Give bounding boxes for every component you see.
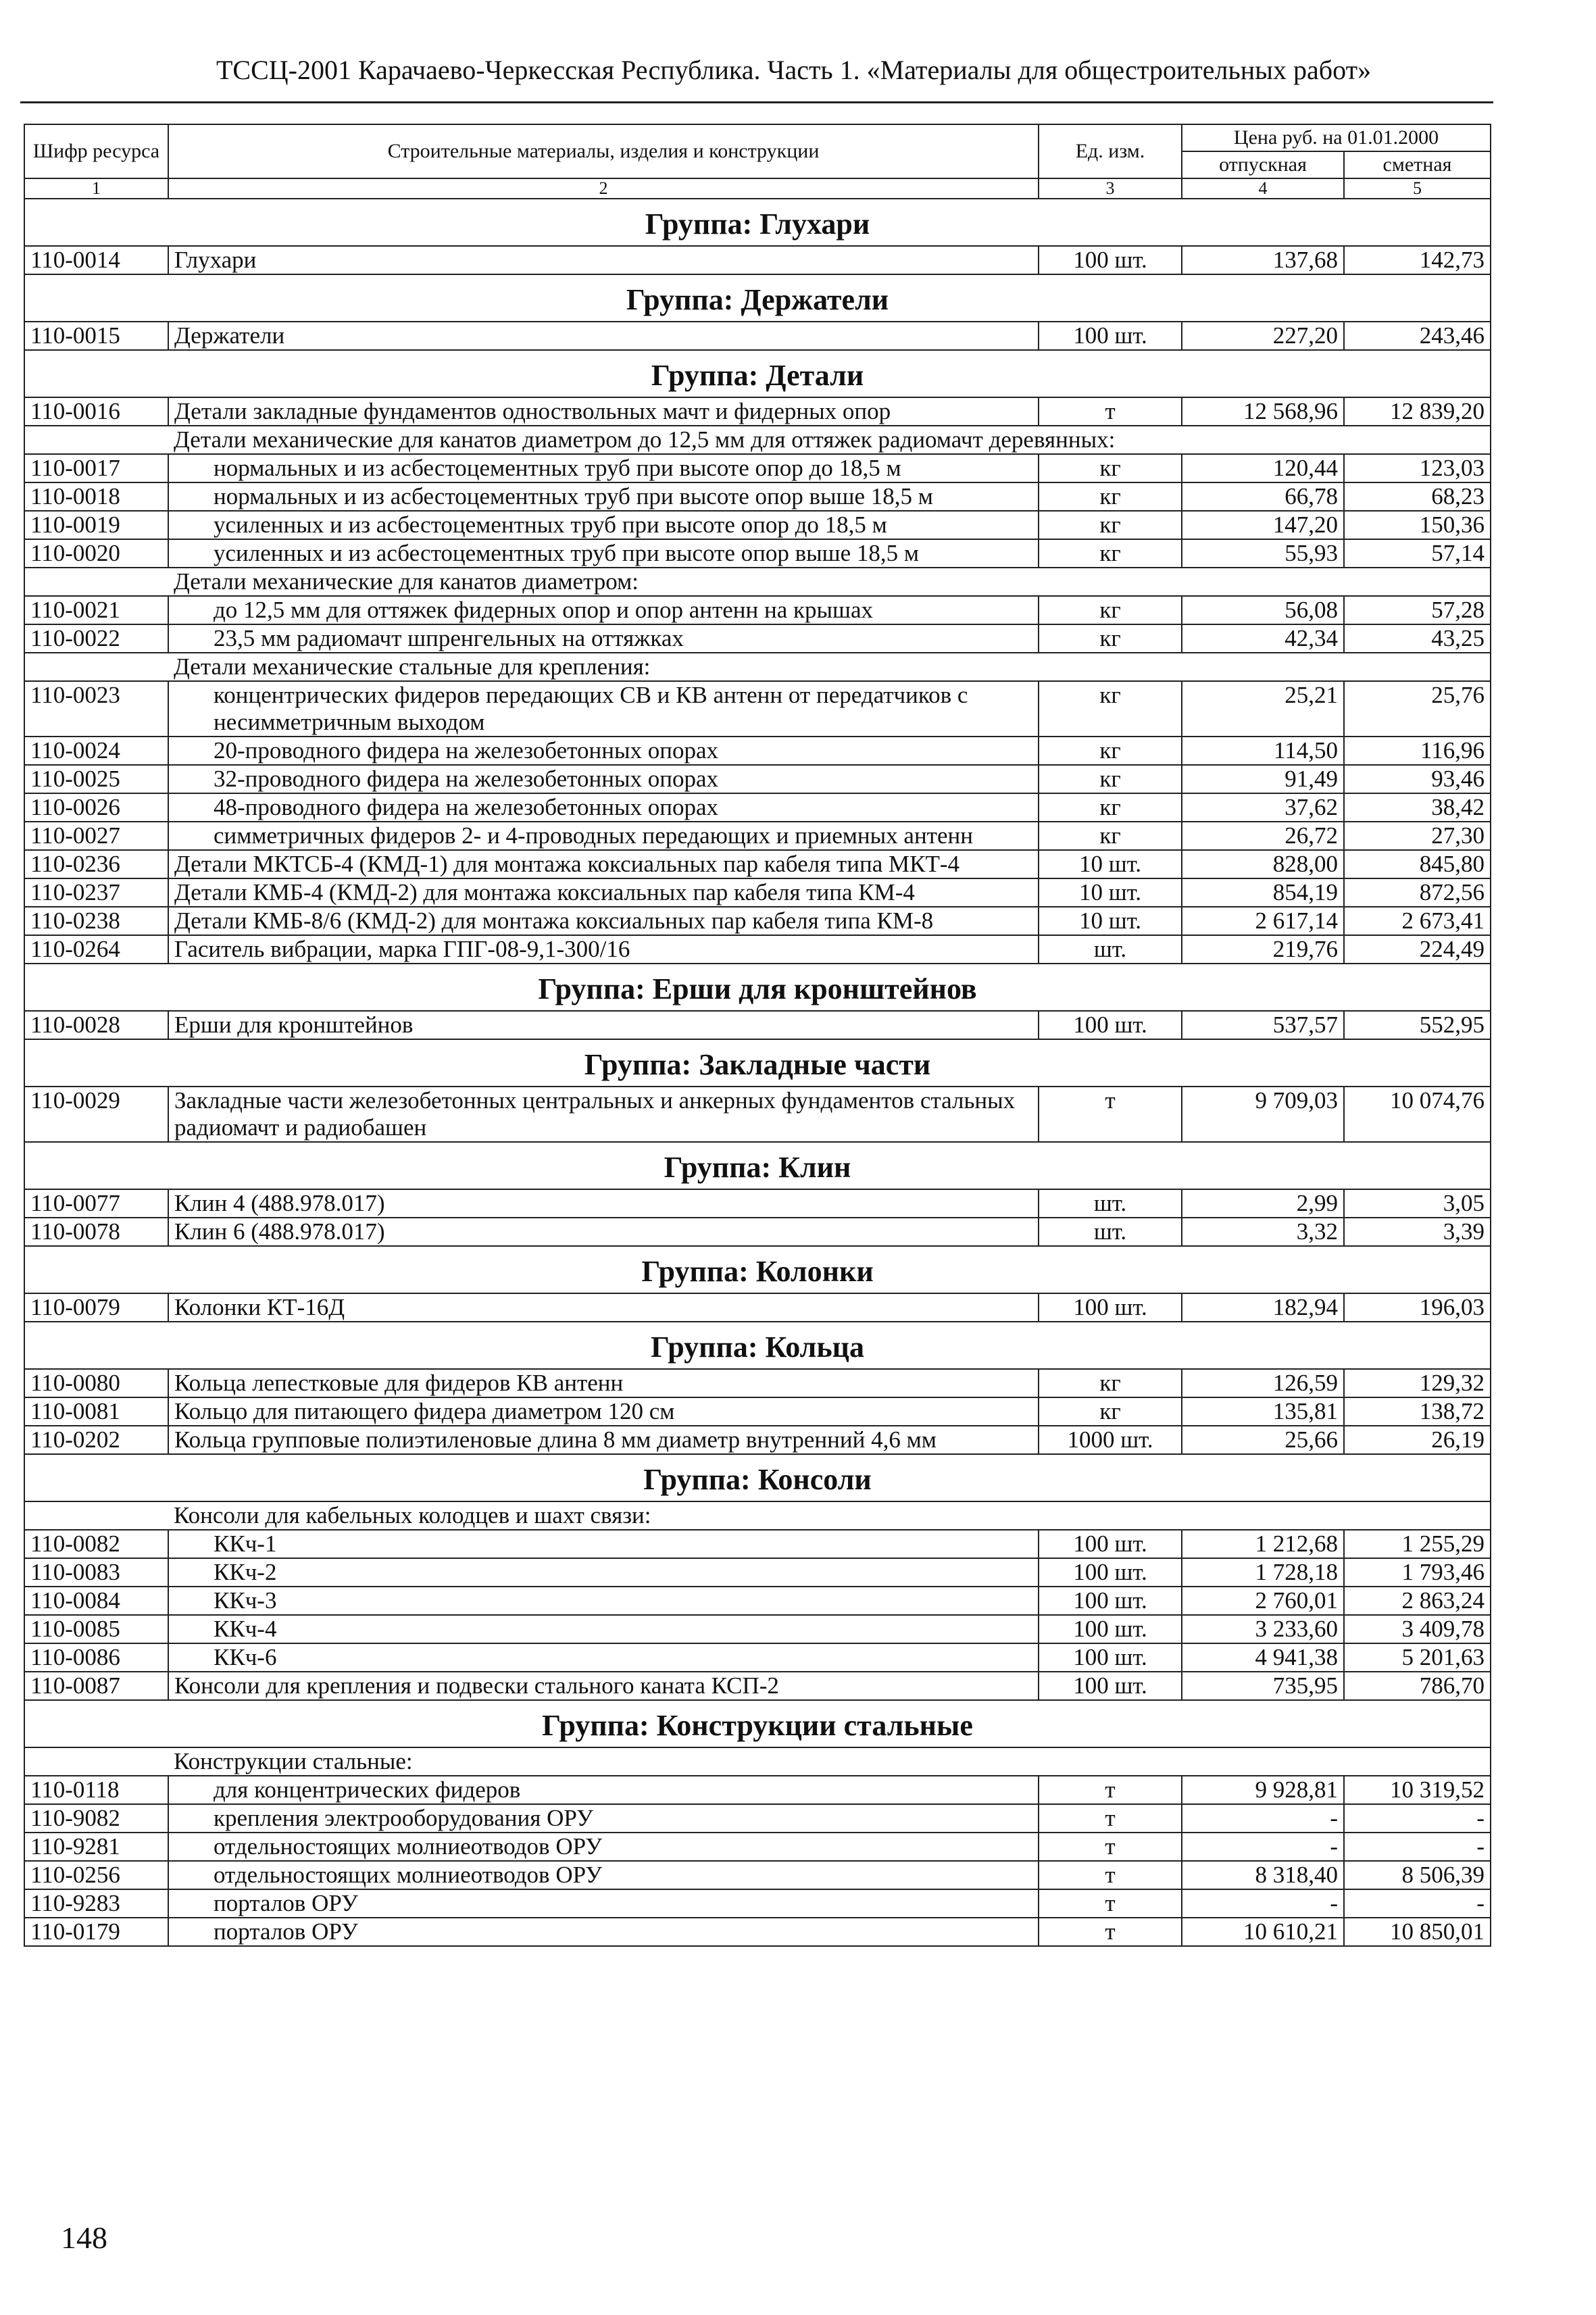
estimate-price: 43,25 <box>1344 624 1491 653</box>
table-row <box>24 1189 1491 1218</box>
group-heading-row <box>24 199 1491 246</box>
group-heading-row <box>24 1322 1491 1369</box>
resource-code: 110-0086 <box>24 1643 168 1672</box>
unit-cell: 10 шт. <box>1039 850 1182 878</box>
release-price: 854,19 <box>1182 878 1344 907</box>
material-name: ККч-4 <box>168 1615 1039 1643</box>
material-name: Детали МКТСБ-4 (КМД-1) для монтажа коксиальных пар кабеля типа МКТ-4 <box>168 850 1039 878</box>
estimate-price: 57,28 <box>1344 596 1491 624</box>
material-name: для концентрических фидеров <box>168 1776 1039 1804</box>
unit-cell: кг <box>1039 681 1182 737</box>
table-row <box>24 1861 1491 1889</box>
table-row <box>24 822 1491 850</box>
table-row <box>24 1776 1491 1804</box>
material-name: 32-проводного фидера на железобетонных опорах <box>168 765 1039 793</box>
table-row <box>24 1369 1491 1397</box>
table-row <box>24 681 1491 737</box>
release-price: 55,93 <box>1182 539 1344 568</box>
subgroup-note-row <box>24 653 1491 681</box>
estimate-price: 8 506,39 <box>1344 1861 1491 1889</box>
release-price: 2,99 <box>1182 1189 1344 1218</box>
release-price: 12 568,96 <box>1182 397 1344 426</box>
table-row <box>24 596 1491 624</box>
group-title: Группа: Детали <box>24 350 1491 397</box>
release-price: - <box>1182 1889 1344 1918</box>
header-rule <box>20 101 1493 103</box>
group-title: Группа: Консоли <box>24 1454 1491 1501</box>
empty-cell <box>24 653 168 681</box>
release-price: - <box>1182 1833 1344 1861</box>
table-row <box>24 1011 1491 1039</box>
table-row <box>24 397 1491 426</box>
resource-code: 110-0079 <box>24 1293 168 1322</box>
release-price: 42,34 <box>1182 624 1344 653</box>
resource-code: 110-0022 <box>24 624 168 653</box>
unit-cell: кг <box>1039 539 1182 568</box>
table-row <box>24 1804 1491 1833</box>
release-price: 25,66 <box>1182 1426 1344 1454</box>
subgroup-note-row <box>24 1747 1491 1776</box>
table-row <box>24 1672 1491 1700</box>
resource-code: 110-0029 <box>24 1087 168 1142</box>
table-row <box>24 1293 1491 1322</box>
materials-price-table <box>24 124 1491 1947</box>
resource-code: 110-0020 <box>24 539 168 568</box>
release-price: 1 212,68 <box>1182 1530 1344 1558</box>
group-heading-row <box>24 274 1491 322</box>
subgroup-note: Детали механические стальные для крепления: <box>168 653 1491 681</box>
resource-code: 110-0081 <box>24 1397 168 1426</box>
release-price: 8 318,40 <box>1182 1861 1344 1889</box>
table-row <box>24 907 1491 935</box>
empty-cell <box>24 568 168 596</box>
material-name: Закладные части железобетонных центральных и анкерных фундаментов стальных радиомачт и радиобашен <box>168 1087 1039 1142</box>
release-price: 227,20 <box>1182 322 1344 350</box>
resource-code: 110-0019 <box>24 511 168 539</box>
release-price: 537,57 <box>1182 1011 1344 1039</box>
material-name: Кольца лепестковые для фидеров КВ антенн <box>168 1369 1039 1397</box>
subgroup-note-row <box>24 568 1491 596</box>
unit-cell: 100 шт. <box>1039 1558 1182 1587</box>
release-price: 37,62 <box>1182 793 1344 822</box>
resource-code: 110-0083 <box>24 1558 168 1587</box>
group-title: Группа: Закладные части <box>24 1039 1491 1087</box>
subgroup-note-row <box>24 1501 1491 1530</box>
resource-code: 110-0264 <box>24 935 168 964</box>
release-price: 120,44 <box>1182 454 1344 482</box>
unit-cell: 100 шт. <box>1039 1643 1182 1672</box>
release-price: 1 728,18 <box>1182 1558 1344 1587</box>
estimate-price: 68,23 <box>1344 482 1491 511</box>
release-price: 91,49 <box>1182 765 1344 793</box>
unit-cell: 100 шт. <box>1039 1587 1182 1615</box>
estimate-price: 25,76 <box>1344 681 1491 737</box>
release-price: 9 709,03 <box>1182 1087 1344 1142</box>
estimate-price: 196,03 <box>1344 1293 1491 1322</box>
release-price: 828,00 <box>1182 850 1344 878</box>
material-name: Гаситель вибрации, марка ГПГ-08-9,1-300/16 <box>168 935 1039 964</box>
unit-cell: кг <box>1039 454 1182 482</box>
material-name: нормальных и из асбестоцементных труб при высоте опор до 18,5 м <box>168 454 1039 482</box>
group-title: Группа: Глухари <box>24 199 1491 246</box>
release-price: 182,94 <box>1182 1293 1344 1322</box>
estimate-price: 3 409,78 <box>1344 1615 1491 1643</box>
release-price: - <box>1182 1804 1344 1833</box>
material-name: Детали КМБ-8/6 (КМД-2) для монтажа коксиальных пар кабеля типа КМ-8 <box>168 907 1039 935</box>
column-header-name: Строительные материалы, изделия и конструкции <box>168 124 1039 178</box>
material-name: Детали КМБ-4 (КМД-2) для монтажа коксиальных пар кабеля типа КМ-4 <box>168 878 1039 907</box>
unit-cell: 100 шт. <box>1039 322 1182 350</box>
estimate-price: 129,32 <box>1344 1369 1491 1397</box>
group-heading-row <box>24 1246 1491 1293</box>
unit-cell: т <box>1039 1776 1182 1804</box>
table-row <box>24 539 1491 568</box>
table-row <box>24 737 1491 765</box>
resource-code: 110-0085 <box>24 1615 168 1643</box>
unit-cell: кг <box>1039 482 1182 511</box>
table-row <box>24 1918 1491 1946</box>
column-header-price: Цена руб. на 01.01.2000 <box>1182 124 1491 151</box>
estimate-price: 845,80 <box>1344 850 1491 878</box>
estimate-price: 10 850,01 <box>1344 1918 1491 1946</box>
resource-code: 110-9281 <box>24 1833 168 1861</box>
group-heading-row <box>24 1142 1491 1189</box>
column-header-code: Шифр ресурса <box>24 124 168 178</box>
unit-cell: кг <box>1039 511 1182 539</box>
material-name: Кольцо для питающего фидера диаметром 120 см <box>168 1397 1039 1426</box>
unit-cell: кг <box>1039 596 1182 624</box>
unit-cell: 100 шт. <box>1039 1672 1182 1700</box>
unit-cell: 100 шт. <box>1039 246 1182 274</box>
unit-cell: 1000 шт. <box>1039 1426 1182 1454</box>
column-number: 5 <box>1344 178 1491 199</box>
release-price: 56,08 <box>1182 596 1344 624</box>
group-title: Группа: Клин <box>24 1142 1491 1189</box>
empty-cell <box>24 1747 168 1776</box>
estimate-price: 3,39 <box>1344 1218 1491 1246</box>
estimate-price: 93,46 <box>1344 765 1491 793</box>
material-name: Клин 6 (488.978.017) <box>168 1218 1039 1246</box>
column-header-release-price: отпускная <box>1182 151 1344 178</box>
table-body <box>24 199 1491 1946</box>
resource-code: 110-0256 <box>24 1861 168 1889</box>
unit-cell: кг <box>1039 737 1182 765</box>
page-header-title: ТССЦ-2001 Карачаево-Черкесская Республика. Часть 1. «Материалы для общестроительных работ» <box>216 55 1372 85</box>
resource-code: 110-0026 <box>24 793 168 822</box>
material-name: ККч-6 <box>168 1643 1039 1672</box>
column-number-row <box>24 178 1491 199</box>
resource-code: 110-0015 <box>24 322 168 350</box>
estimate-price: 10 319,52 <box>1344 1776 1491 1804</box>
group-title: Группа: Кольца <box>24 1322 1491 1369</box>
column-number: 2 <box>168 178 1039 199</box>
column-header-unit: Ед. изм. <box>1039 124 1182 178</box>
estimate-price: 142,73 <box>1344 246 1491 274</box>
material-name: Ерши для кронштейнов <box>168 1011 1039 1039</box>
table-row <box>24 1087 1491 1142</box>
unit-cell: т <box>1039 1889 1182 1918</box>
resource-code: 110-0027 <box>24 822 168 850</box>
unit-cell: т <box>1039 1087 1182 1142</box>
estimate-price: 552,95 <box>1344 1011 1491 1039</box>
estimate-price: 3,05 <box>1344 1189 1491 1218</box>
unit-cell: кг <box>1039 793 1182 822</box>
group-heading-row <box>24 1454 1491 1501</box>
unit-cell: шт. <box>1039 1218 1182 1246</box>
table-row <box>24 454 1491 482</box>
table-row <box>24 935 1491 964</box>
material-name: порталов ОРУ <box>168 1889 1039 1918</box>
table-row <box>24 1558 1491 1587</box>
table-row <box>24 878 1491 907</box>
material-name: ККч-3 <box>168 1587 1039 1615</box>
release-price: 2 617,14 <box>1182 907 1344 935</box>
release-price: 4 941,38 <box>1182 1643 1344 1672</box>
release-price: 135,81 <box>1182 1397 1344 1426</box>
column-number: 3 <box>1039 178 1182 199</box>
unit-cell: 100 шт. <box>1039 1011 1182 1039</box>
table-row <box>24 850 1491 878</box>
resource-code: 110-0023 <box>24 681 168 737</box>
material-name: Глухари <box>168 246 1039 274</box>
unit-cell: 100 шт. <box>1039 1293 1182 1322</box>
release-price: 2 760,01 <box>1182 1587 1344 1615</box>
resource-code: 110-0179 <box>24 1918 168 1946</box>
resource-code: 110-0087 <box>24 1672 168 1700</box>
table-row <box>24 511 1491 539</box>
table-row <box>24 1530 1491 1558</box>
release-price: 137,68 <box>1182 246 1344 274</box>
table-row <box>24 1397 1491 1426</box>
table-row <box>24 322 1491 350</box>
release-price: 219,76 <box>1182 935 1344 964</box>
unit-cell: кг <box>1039 1369 1182 1397</box>
estimate-price: - <box>1344 1833 1491 1861</box>
material-name: до 12,5 мм для оттяжек фидерных опор и опор антенн на крышах <box>168 596 1039 624</box>
table-row <box>24 1615 1491 1643</box>
page-number: 148 <box>61 2220 107 2255</box>
material-name: Консоли для крепления и подвески стального каната КСП-2 <box>168 1672 1039 1700</box>
unit-cell: 10 шт. <box>1039 907 1182 935</box>
resource-code: 110-0025 <box>24 765 168 793</box>
release-price: 3 233,60 <box>1182 1615 1344 1643</box>
unit-cell: т <box>1039 1833 1182 1861</box>
resource-code: 110-0082 <box>24 1530 168 1558</box>
release-price: 3,32 <box>1182 1218 1344 1246</box>
resource-code: 110-0014 <box>24 246 168 274</box>
group-heading-row <box>24 1039 1491 1087</box>
empty-cell <box>24 1501 168 1530</box>
table-row <box>24 1218 1491 1246</box>
material-name: 48-проводного фидера на железобетонных опорах <box>168 793 1039 822</box>
group-title: Группа: Держатели <box>24 274 1491 322</box>
table-row <box>24 246 1491 274</box>
resource-code: 110-0202 <box>24 1426 168 1454</box>
material-name: ККч-2 <box>168 1558 1039 1587</box>
resource-code: 110-9283 <box>24 1889 168 1918</box>
table-row <box>24 1833 1491 1861</box>
estimate-price: 116,96 <box>1344 737 1491 765</box>
group-title: Группа: Колонки <box>24 1246 1491 1293</box>
estimate-price: 872,56 <box>1344 878 1491 907</box>
resource-code: 110-0236 <box>24 850 168 878</box>
resource-code: 110-0238 <box>24 907 168 935</box>
estimate-price: 786,70 <box>1344 1672 1491 1700</box>
material-name: отдельностоящих молниеотводов ОРУ <box>168 1833 1039 1861</box>
unit-cell: т <box>1039 1861 1182 1889</box>
material-name: отдельностоящих молниеотводов ОРУ <box>168 1861 1039 1889</box>
estimate-price: - <box>1344 1889 1491 1918</box>
table-row <box>24 624 1491 653</box>
group-heading-row <box>24 350 1491 397</box>
material-name: 23,5 мм радиомачт шпренгельных на оттяжках <box>168 624 1039 653</box>
unit-cell: 100 шт. <box>1039 1530 1182 1558</box>
group-title: Группа: Ерши для кронштейнов <box>24 964 1491 1011</box>
resource-code: 110-0021 <box>24 596 168 624</box>
estimate-price: 10 074,76 <box>1344 1087 1491 1142</box>
material-name: Держатели <box>168 322 1039 350</box>
estimate-price: 38,42 <box>1344 793 1491 822</box>
resource-code: 110-0080 <box>24 1369 168 1397</box>
release-price: 735,95 <box>1182 1672 1344 1700</box>
release-price: 9 928,81 <box>1182 1776 1344 1804</box>
resource-code: 110-0028 <box>24 1011 168 1039</box>
estimate-price: 27,30 <box>1344 822 1491 850</box>
resource-code: 110-0077 <box>24 1189 168 1218</box>
unit-cell: т <box>1039 397 1182 426</box>
estimate-price: 2 673,41 <box>1344 907 1491 935</box>
table-row <box>24 1587 1491 1615</box>
estimate-price: 26,19 <box>1344 1426 1491 1454</box>
unit-cell: т <box>1039 1918 1182 1946</box>
resource-code: 110-0078 <box>24 1218 168 1246</box>
release-price: 25,21 <box>1182 681 1344 737</box>
release-price: 26,72 <box>1182 822 1344 850</box>
material-name: Клин 4 (488.978.017) <box>168 1189 1039 1218</box>
estimate-price: 138,72 <box>1344 1397 1491 1426</box>
resource-code: 110-0018 <box>24 482 168 511</box>
table-row <box>24 1426 1491 1454</box>
estimate-price: 1 793,46 <box>1344 1558 1491 1587</box>
release-price: 147,20 <box>1182 511 1344 539</box>
estimate-price: 150,36 <box>1344 511 1491 539</box>
estimate-price: - <box>1344 1804 1491 1833</box>
table-row <box>24 1643 1491 1672</box>
material-name: симметричных фидеров 2- и 4-проводных передающих и приемных антенн <box>168 822 1039 850</box>
material-name: Кольца групповые полиэтиленовые длина 8 мм диаметр внутренний 4,6 мм <box>168 1426 1039 1454</box>
subgroup-note: Детали механические для канатов диаметром до 12,5 мм для оттяжек радиомачт деревянных: <box>168 426 1491 454</box>
material-name: Детали закладные фундаментов одноствольных мачт и фидерных опор <box>168 397 1039 426</box>
resource-code: 110-0017 <box>24 454 168 482</box>
material-name: Колонки КТ-16Д <box>168 1293 1039 1322</box>
unit-cell: кг <box>1039 765 1182 793</box>
release-price: 66,78 <box>1182 482 1344 511</box>
subgroup-note: Конструкции стальные: <box>168 1747 1491 1776</box>
material-name: усиленных и из асбестоцементных труб при высоте опор выше 18,5 м <box>168 539 1039 568</box>
group-heading-row <box>24 1700 1491 1747</box>
unit-cell: т <box>1039 1804 1182 1833</box>
release-price: 126,59 <box>1182 1369 1344 1397</box>
unit-cell: кг <box>1039 1397 1182 1426</box>
estimate-price: 5 201,63 <box>1344 1643 1491 1672</box>
resource-code: 110-0084 <box>24 1587 168 1615</box>
empty-cell <box>24 426 168 454</box>
material-name: ККч-1 <box>168 1530 1039 1558</box>
release-price: 10 610,21 <box>1182 1918 1344 1946</box>
column-header-estimate-price: сметная <box>1344 151 1491 178</box>
estimate-price: 123,03 <box>1344 454 1491 482</box>
resource-code: 110-9082 <box>24 1804 168 1833</box>
material-name: порталов ОРУ <box>168 1918 1039 1946</box>
subgroup-note: Детали механические для канатов диаметром: <box>168 568 1491 596</box>
estimate-price: 224,49 <box>1344 935 1491 964</box>
subgroup-note: Консоли для кабельных колодцев и шахт связи: <box>168 1501 1491 1530</box>
resource-code: 110-0118 <box>24 1776 168 1804</box>
material-name: концентрических фидеров передающих СВ и КВ антенн от передатчиков с несимметричным выходом <box>168 681 1039 737</box>
unit-cell: кг <box>1039 624 1182 653</box>
unit-cell: кг <box>1039 822 1182 850</box>
estimate-price: 1 255,29 <box>1344 1530 1491 1558</box>
resource-code: 110-0024 <box>24 737 168 765</box>
column-number: 1 <box>24 178 168 199</box>
group-title: Группа: Конструкции стальные <box>24 1700 1491 1747</box>
resource-code: 110-0237 <box>24 878 168 907</box>
material-name: крепления электрооборудования ОРУ <box>168 1804 1039 1833</box>
estimate-price: 12 839,20 <box>1344 397 1491 426</box>
unit-cell: 100 шт. <box>1039 1615 1182 1643</box>
unit-cell: шт. <box>1039 935 1182 964</box>
table-row <box>24 482 1491 511</box>
material-name: усиленных и из асбестоцементных труб при высоте опор до 18,5 м <box>168 511 1039 539</box>
material-name: 20-проводного фидера на железобетонных опорах <box>168 737 1039 765</box>
unit-cell: 10 шт. <box>1039 878 1182 907</box>
release-price: 114,50 <box>1182 737 1344 765</box>
resource-code: 110-0016 <box>24 397 168 426</box>
table-row <box>24 793 1491 822</box>
group-heading-row <box>24 964 1491 1011</box>
unit-cell: шт. <box>1039 1189 1182 1218</box>
subgroup-note-row <box>24 426 1491 454</box>
table-row <box>24 1889 1491 1918</box>
estimate-price: 57,14 <box>1344 539 1491 568</box>
column-number: 4 <box>1182 178 1344 199</box>
table-row <box>24 765 1491 793</box>
material-name: нормальных и из асбестоцементных труб при высоте опор выше 18,5 м <box>168 482 1039 511</box>
estimate-price: 243,46 <box>1344 322 1491 350</box>
estimate-price: 2 863,24 <box>1344 1587 1491 1615</box>
